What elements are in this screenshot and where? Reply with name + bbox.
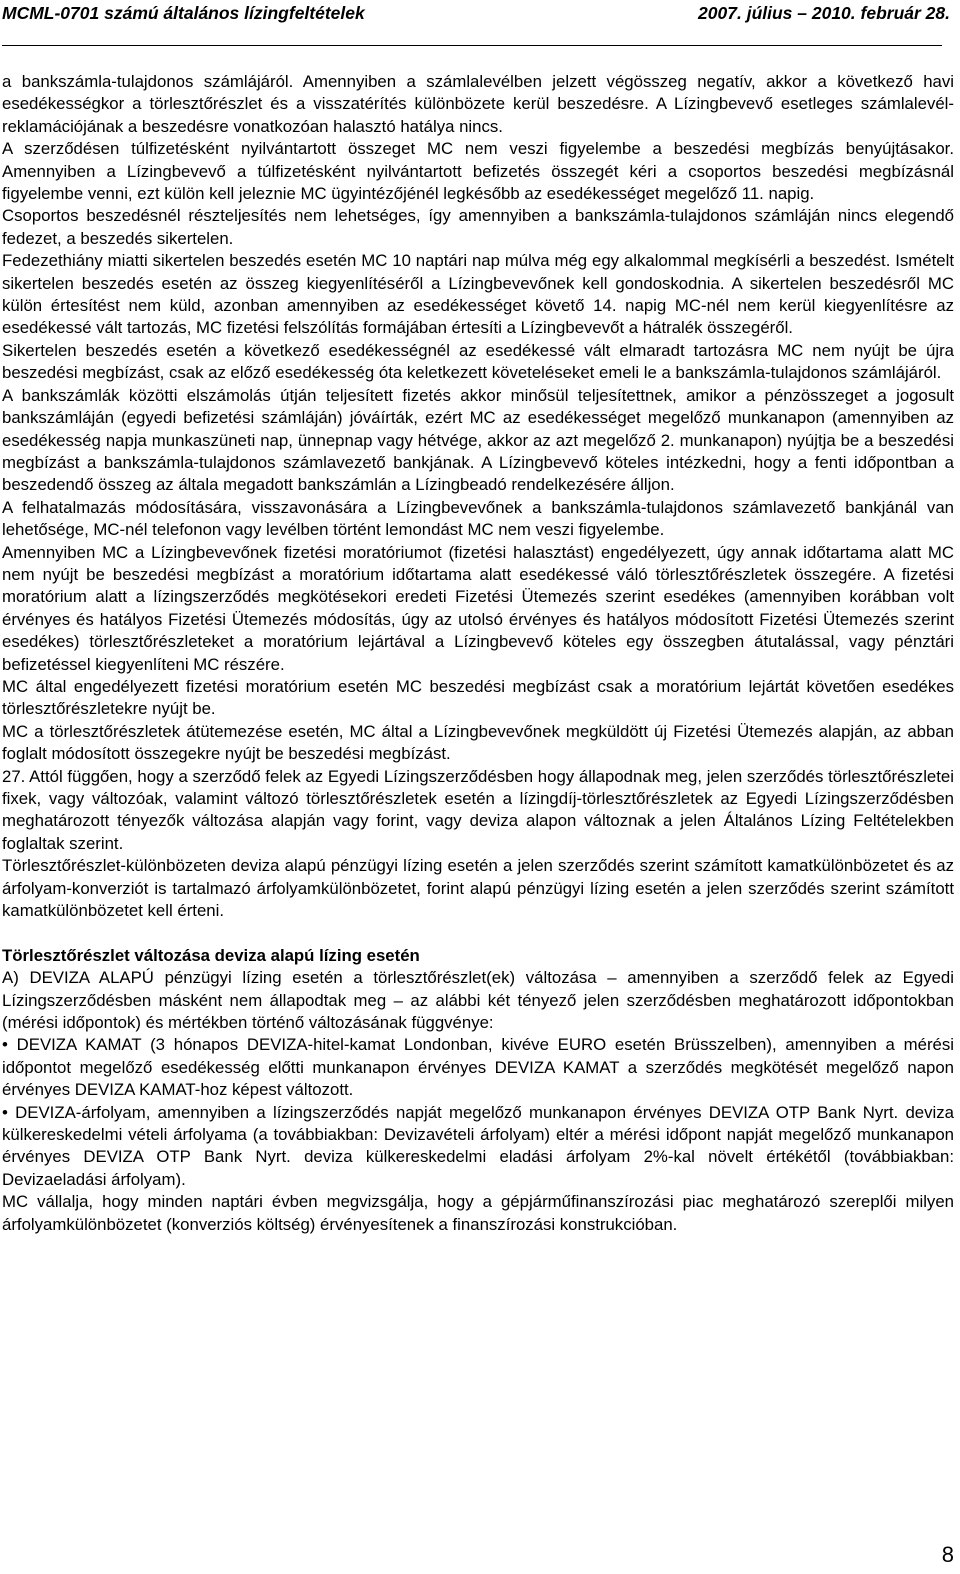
section-heading: Törlesztőrészlet változása deviza alapú lízing esetén (2, 945, 420, 965)
paragraph: a bankszámla-tulajdonos számlájáról. Amennyiben a számlalevélben jelzett végösszeg negatív, akkor a következő havi esedékességkor a törlesztőrészlet és a visszatérítés különbözete kerül beszedésre. A Lízingbevevő esetleges számlalevél-reklamációjának a beszedésre vonatkozóan halasztó hatálya nincs. (2, 72, 954, 136)
paragraph: A) DEVIZA ALAPÚ pénzügyi lízing esetén a törlesztőrészlet(ek) változása – amennyiben a szerződő felek az Egyedi Lízingszerződésben másként nem állapodtak meg – az alábbi két tényező jelen szerződésben meghatározott időpontokban (mérési időpontok) és mértékben történő változásának függvénye: (2, 968, 954, 1033)
paragraph: Törlesztőrészlet-különbözeten deviza alapú pénzügyi lízing esetén a jelen szerződés szerint számított kamatkülönbözetet és az árfolyam-konverziót is tartalmazó árfolyamkülönbözetet, forint alapú pénzügyi lízing esetén a jelen szerződés szerint számított kamatkülönbözetet kell érteni. (2, 856, 954, 921)
bullet-item: • DEVIZA KAMAT (3 hónapos DEVIZA-hitel-kamat Londonban, kivéve EURO esetén Brüsszelben), amennyiben a mérési időpontot megelőző esedékesség előtti munkanapon érvényes DEVIZA KAMAT a szerződés megkötését megelőző napon érvényes DEVIZA KAMAT-hoz képest változott. (2, 1035, 954, 1100)
blank-line (2, 922, 954, 944)
paragraph: Fedezethiány miatti sikertelen beszedés esetén MC 10 naptári nap múlva még egy alkalommal megkísérli a beszedést. Ismételt sikertelen beszedés esetén az összeg kiegyenlítéséről a Lízingbevevőnek kell gondoskodnia. A sikertelen beszedésről MC külön értesítést nem küld, azonban amennyiben az esedékességet követő 14. napig MC-nél nem kerül kiegyenlítésre az esedékessé vált tartozás, MC fizetési felszólítás formájában értesíti a Lízingbevevőt a hátralék összegéről. (2, 251, 954, 338)
paragraph: MC által engedélyezett fizetési moratórium esetén MC beszedési megbízást csak a moratórium lejártát követően esedékes törlesztőrészletekre nyújt be. (2, 676, 954, 719)
paragraph: Amennyiben MC a Lízingbevevőnek fizetési moratóriumot (fizetési halasztást) engedélyezett, úgy annak időtartama alatt MC nem nyújt be beszedési megbízást a moratórium időtartama alatt esedékessé váló törlesztőrészletek összegére. A fizetési moratórium alatt a lízingszerződés megkötésekori eredeti Fizetési Ütemezés szerint esedékes (amennyiben korábban volt érvényes és hatályos Fizetési Ütemezés módosítás, úgy az utolsó érvényes és hatályos módosított Fizetési Ütemezés szerint esedékes) törlesztőrészleteket a moratórium lejártával a Lízingbevevő köteles egy összegben átutalással, vagy pénztári befizetéssel kiegyenlíteni MC részére. (2, 542, 954, 674)
paragraph: Csoportos beszedésnél részteljesítés nem lehetséges, így amennyiben a bankszámla-tulajdonos számláján nincs elegendő fedezet, a beszedés sikertelen. (2, 206, 954, 248)
document-body (2, 71, 954, 1236)
paragraph: A felhatalmazás módosítására, visszavonására a Lízingbevevőnek a bankszámla-tulajdonos számlavezető bankjánál van lehetősége, MC-nél telefonon vagy levélben történt lemondást MC nem veszi figyelembe. (2, 497, 954, 540)
header-document-title: MCML-0701 számú általános lízingfeltételek (2, 3, 365, 23)
header-validity-period: 2007. július – 2010. február 28. (698, 3, 950, 23)
paragraph: 27. Attól függően, hogy a szerződő felek az Egyedi Lízingszerződésben hogy állapodnak meg, jelen szerződés törlesztőrészletei fixek, vagy változóak, valamint változó törlesztőrészletek esetén a lízingdíj-törlesztőrészletek az Egyedi Lízingszerződésben meghatározott tényezők változása alapján vagy forint, vagy deviza alapon változnak a jelen Általános Lízing Feltételekben foglaltak szerint. (2, 766, 954, 853)
header-rule (2, 45, 942, 46)
paragraph: A szerződésen túlfizetésként nyilvántartott összeget MC nem veszi figyelembe a beszedési megbízás benyújtásakor. Amennyiben a Lízingbevevő a túlfizetésként nyilvántartott befizetés összegét kéri a csoportos beszedési megbízásnál figyelembe venni, ezt külön kell jeleznie MC ügyintézőjénél legkésőbb az esedékességet megelőző 11. napig. (2, 139, 954, 204)
paragraph: A bankszámlák közötti elszámolás útján teljesített fizetés akkor minősül teljesítettnek, amikor a pénzösszeget a jogosult bankszámláján (egyedi befizetési számláján) jóváírták, ezért MC az esedékességet megelőző munkanapon (amennyiben az esedékesség napja munkaszüneti nap, ünnepnap vagy hétvége, akkor az azt megelőző 2. munkanapon) nyújtja be a beszedési megbízást a bankszámla-tulajdonos számlavezető bankjának. A Lízingbevevő köteles intézkedni, hogy a fenti időpontban a beszedendő összeg az általa megadott bankszámlán a Lízingbeadó rendelkezésére álljon. (2, 385, 954, 495)
paragraph: Sikertelen beszedés esetén a következő esedékességnél az esedékessé vált elmaradt tartozásra MC nem nyújt be újra beszedési megbízást, csak az előző esedékesség óta keletkezett követeléseket emeli le a bankszámla-tulajdonos számlájáról. (2, 340, 954, 383)
paragraph: MC a törlesztőrészletek átütemezése esetén, MC által a Lízingbevevőnek megküldött új Fizetési Ütemezés alapján, az abban foglalt módosított összegekre nyújt be beszedési megbízást. (2, 721, 954, 764)
paragraph: MC vállalja, hogy minden naptári évben megvizsgálja, hogy a gépjárműfinanszírozási piac meghatározó szereplői milyen árfolyamkülönbözetet (konverziós költség) érvényesítenek a finanszírozási konstrukcióban. (2, 1192, 954, 1234)
page-number: 8 (941, 1542, 954, 1567)
bullet-item: • DEVIZA-árfolyam, amennyiben a lízingszerződés napját megelőző munkanapon érvényes DEVIZA OTP Bank Nyrt. deviza külkereskedelmi vételi árfolyama (a továbbiakban: Devizavételi árfolyam) eltér a mérési időpont napját megelőző munkanapon érvényes DEVIZA OTP Bank Nyrt. deviza külkereskedelmi eladási árfolyam 2%-kal növelt értékétől (továbbiakban: Devizaeladási árfolyam). (2, 1102, 954, 1189)
page-header (0, 2, 958, 24)
